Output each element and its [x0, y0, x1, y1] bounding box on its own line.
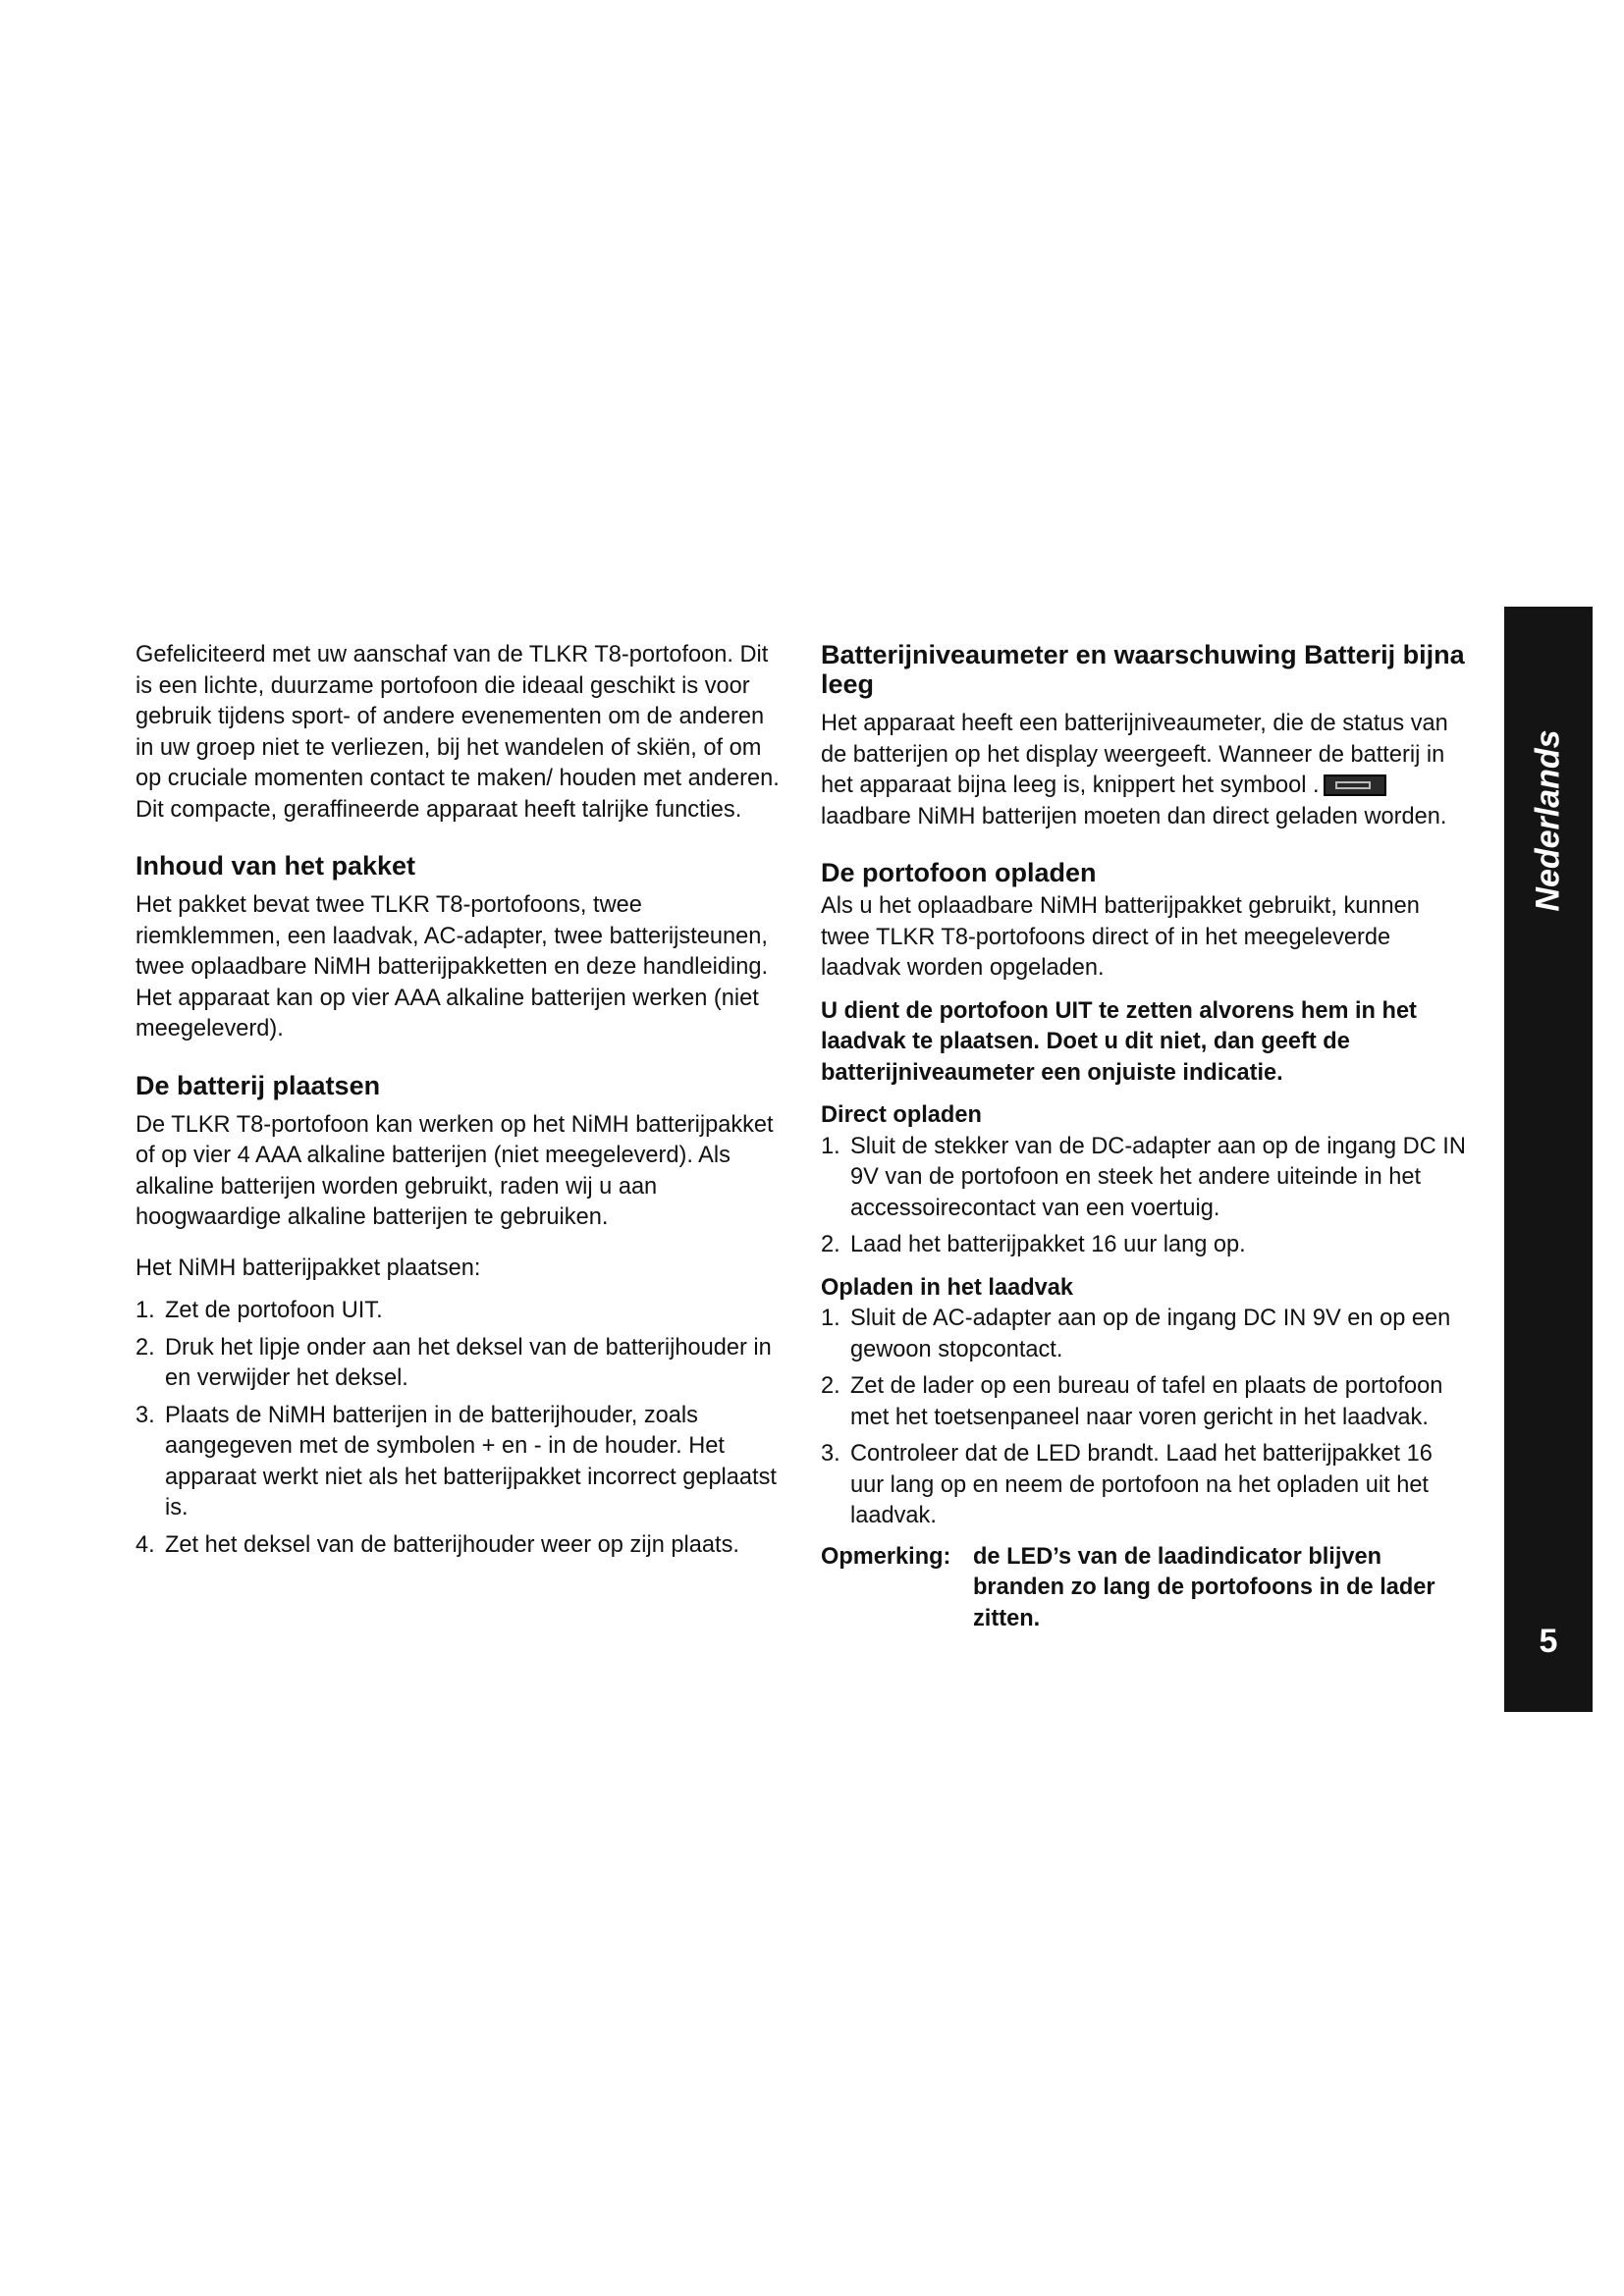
right-column — [821, 640, 1471, 1634]
nimh-intro: Het NiMH batterijpakket plaatsen: — [135, 1255, 481, 1281]
meter-heading: Batterijniveaumeter en waarschuwing Batterij bijna leeg — [821, 640, 1465, 699]
list-item: 2. Zet de lader op een bureau of tafel en plaats de portofoon met het toetsenpaneel naar voren gericht in het laadvak. — [821, 1373, 1443, 1430]
note-label: Opmerking: — [821, 1543, 951, 1570]
list-item: 1. Zet de portofoon UIT. — [135, 1298, 383, 1323]
list-item: 2. Laad het batterijpakket 16 uur lang op. — [821, 1232, 1246, 1257]
nimh-steps-list — [135, 1296, 785, 1561]
direct-steps-list — [821, 1132, 1471, 1261]
charge-paragraph: Als u het oplaadbare NiMH batterijpakket gebruikt, kunnen twee TLKR T8-portofoons direct of in het meegeleverde laadvak worden opgeladen. — [821, 893, 1420, 981]
direct-heading: Direct opladen — [821, 1102, 982, 1128]
language-side-tab — [1504, 607, 1593, 1712]
charge-heading: De portofoon opladen — [821, 858, 1097, 887]
battery-heading: De batterij plaatsen — [135, 1070, 381, 1100]
language-label: Nederlands — [1529, 729, 1567, 912]
cradle-steps-list — [821, 1304, 1471, 1532]
left-column — [135, 640, 785, 1561]
list-item: 4. Zet het deksel van de batterijhouder weer op zijn plaats. — [135, 1531, 739, 1558]
contents-heading: Inhoud van het pakket — [135, 851, 416, 881]
battery-paragraph: De TLKR T8-portofoon kan werken op het NiMH batterijpakket of op vier 4 AAA alkaline batterijen (niet meegeleverd). Als alkaline batterijen worden gebruikt, raden wij u aan hoogwaardige alkaline batterijen te gebruiken. — [135, 1111, 774, 1230]
note — [821, 1542, 1471, 1635]
page-number: 5 — [1539, 1623, 1558, 1660]
list-item: 2. Druk het lipje onder aan het deksel van de batterijhouder in en verwijder het deksel. — [135, 1334, 772, 1391]
contents-paragraph: Het pakket bevat twee TLKR T8-portofoons, twee riemklemmen, een laadvak, AC-adapter, twee batterijsteunen, twee oplaadbare NiMH batterijpakketten en deze handleiding. Het apparaat kan op vier AAA alkaline batterijen werken (niet meegeleverd). — [135, 892, 769, 1041]
battery-low-icon — [1324, 774, 1386, 796]
warning-paragraph: U dient de portofoon UIT te zetten alvorens hem in het laadvak te plaatsen. Doet u dit niet, dan geeft de batterijniveaumeter een onjuiste indicatie. — [821, 997, 1417, 1086]
list-item: 3. Plaats de NiMH batterijen in de batterijhouder, zoals aangegeven met de symbolen + en - in de houder. Het apparaat werkt niet als het batterijpakket incorrect geplaatst is. — [135, 1402, 777, 1521]
cradle-heading: Opladen in het laadvak — [821, 1274, 1073, 1301]
list-item: 1. Sluit de AC-adapter aan op de ingang DC IN 9V en op een gewoon stopcontact. — [821, 1306, 1451, 1362]
note-text: de LED’s van de laadindicator blijven branden zo lang de portofoons in de lader zitten. — [973, 1543, 1435, 1631]
list-item: 1. Sluit de stekker van de DC-adapter aan op de ingang DC IN 9V van de portofoon en steek het andere uiteinde in het accessoirecontact van een voertuig. — [821, 1133, 1466, 1221]
intro-paragraph: Gefeliciteerd met uw aanschaf van de TLKR T8-portofoon. Dit is een lichte, duurzame portofoon die ideaal geschikt is voor gebruik tijdens sport- of andere evenementen om de anderen in uw groep niet te verliezen, bij het wandelen of skiën, of om op cruciale momenten contact te maken/ houden met anderen. Dit compacte, geraffineerde apparaat heeft talrijke functies. — [135, 642, 780, 823]
list-item: 3. Controleer dat de LED brandt. Laad het batterijpakket 16 uur lang op en neem de portofoon na het opladen uit het laadvak. — [821, 1441, 1433, 1528]
meter-paragraph: Het apparaat heeft een batterijniveaumeter, die de status van de batterijen op het display weergeeft. Wanneer de batterij in het apparaat bijna leeg is, knippert het symbool .laadbare NiMH batterijen moeten dan direct geladen worden. — [821, 711, 1448, 829]
